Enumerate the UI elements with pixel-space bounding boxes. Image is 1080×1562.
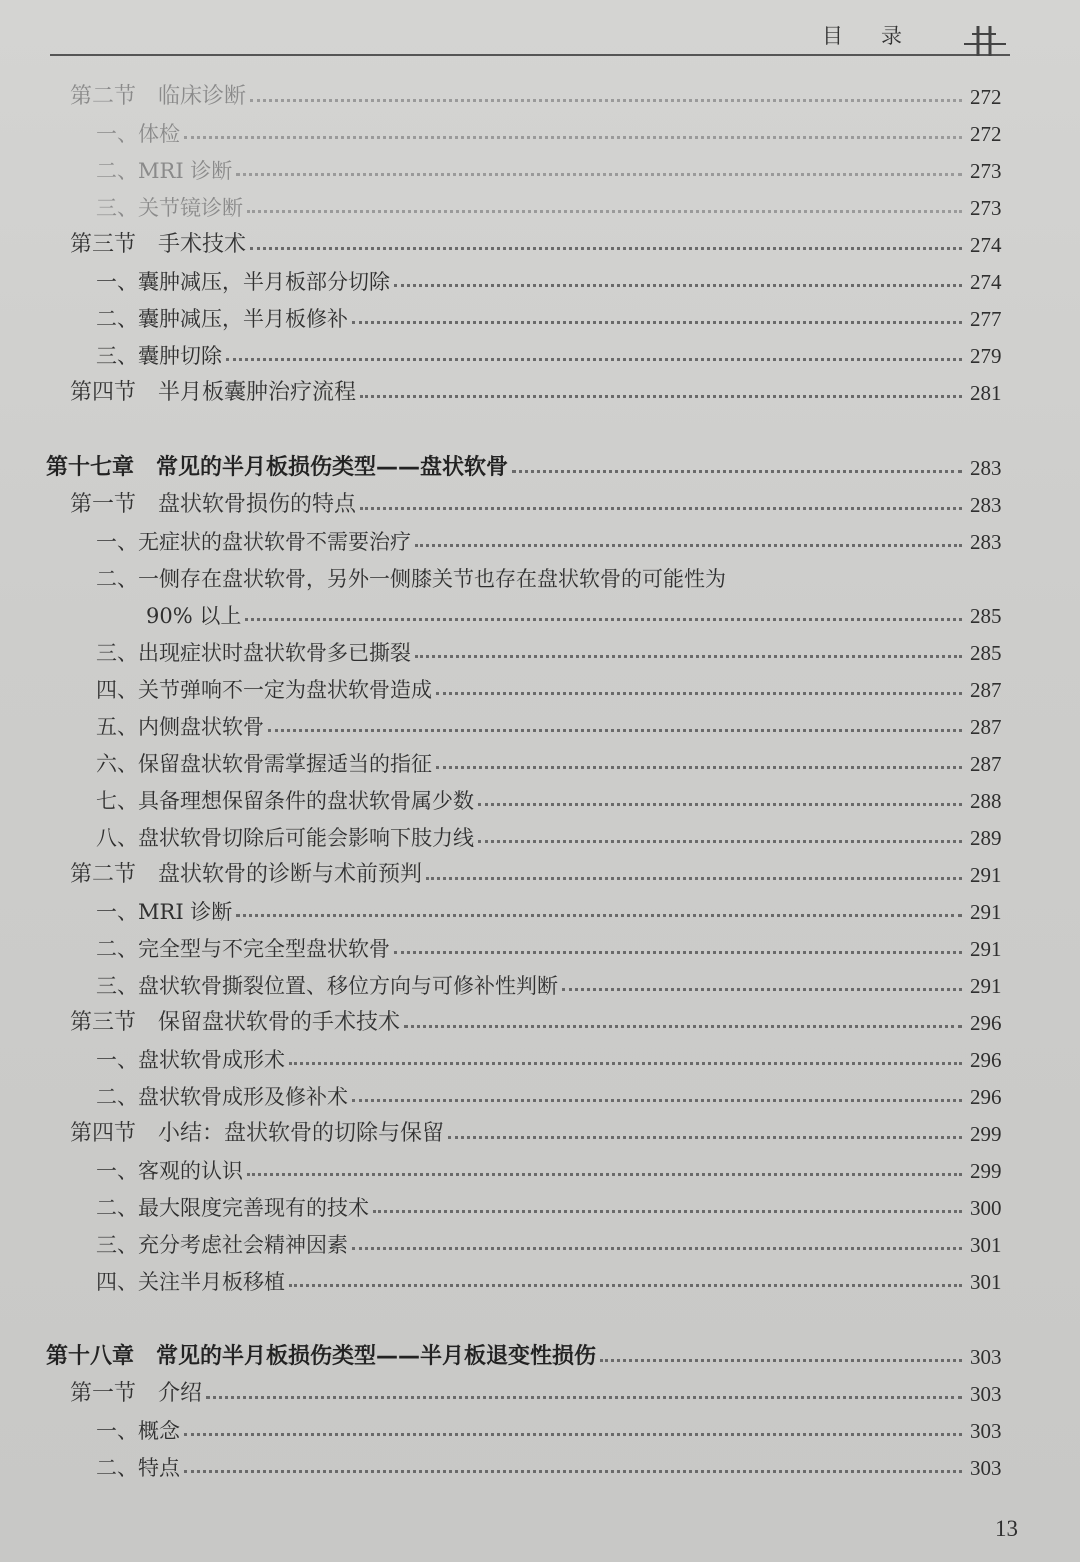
toc-page-number: 291 xyxy=(970,900,1002,924)
toc-page-number: 296 xyxy=(970,1048,1002,1072)
toc-entry-label: 一、客观的认识 xyxy=(96,1159,243,1183)
dot-leader xyxy=(600,1329,962,1362)
toc-page-number: 273 xyxy=(970,159,1002,183)
dot-leader xyxy=(478,810,962,843)
toc-page-number: 273 xyxy=(970,196,1002,220)
toc-entry-label: 一、概念 xyxy=(96,1419,180,1443)
page-header xyxy=(50,14,1010,56)
toc-page-number: 285 xyxy=(970,604,1002,628)
toc-entry-label: 二、囊肿减压，半月板修补 xyxy=(96,307,348,331)
toc-entry-label: 二、盘状软骨成形及修补术 xyxy=(96,1085,348,1109)
dot-leader xyxy=(268,699,962,732)
toc-page-number: 285 xyxy=(970,641,1002,665)
toc-entry-label: 二、MRI 诊断 xyxy=(96,159,233,183)
dot-leader xyxy=(352,1217,962,1250)
toc-entry-label: 一、盘状软骨成形术 xyxy=(96,1048,285,1072)
toc-entry-label: 第一节 盘状软骨损伤的特点 xyxy=(70,492,357,517)
dot-leader xyxy=(289,1032,962,1065)
toc-entry-label: 第十七章 常见的半月板损伤类型——盘状软骨 xyxy=(46,455,509,480)
toc-page-number: 283 xyxy=(970,456,1002,480)
toc-entry-label: 三、充分考虑社会精神因素 xyxy=(96,1233,348,1257)
toc-page-number: 287 xyxy=(970,715,1002,739)
header-ornament-icon xyxy=(964,22,1006,58)
toc-entry-label: 四、关注半月板移植 xyxy=(96,1270,285,1294)
dot-leader xyxy=(360,477,962,510)
toc-item-row[interactable] xyxy=(0,521,1080,557)
dot-leader xyxy=(394,921,962,954)
toc-page-number: 283 xyxy=(970,530,1002,554)
toc-page-number: 287 xyxy=(970,752,1002,776)
toc-entry-label: 90% 以上 xyxy=(146,604,242,628)
dot-leader xyxy=(226,328,962,361)
dot-leader xyxy=(184,1403,962,1436)
toc-page-number: 291 xyxy=(970,937,1002,961)
toc-entry-label: 三、出现症状时盘状软骨多已撕裂 xyxy=(96,641,411,665)
toc-page-number: 272 xyxy=(970,122,1002,146)
dot-leader xyxy=(373,1180,962,1213)
dot-leader xyxy=(250,69,962,102)
dot-leader xyxy=(562,958,962,991)
toc-entry-label: 三、关节镜诊断 xyxy=(96,196,243,220)
toc-page-number: 274 xyxy=(970,233,1002,257)
toc-page-number: 281 xyxy=(970,381,1002,405)
page-number: 13 xyxy=(995,1516,1018,1541)
toc-entry-label: 一、无症状的盘状软骨不需要治疗 xyxy=(96,530,411,554)
toc-entry-label: 第二节 盘状软骨的诊断与术前预判 xyxy=(70,862,423,887)
dot-leader xyxy=(360,365,962,398)
toc-entry-label: 五、内侧盘状软骨 xyxy=(96,715,264,739)
dot-leader xyxy=(478,773,962,806)
toc-entry-label: 一、MRI 诊断 xyxy=(96,900,233,924)
toc-page-number: 300 xyxy=(970,1196,1002,1220)
toc-item-row[interactable] xyxy=(0,1261,1080,1297)
toc-entry-label: 七、具备理想保留条件的盘状软骨属少数 xyxy=(96,789,474,813)
toc-entry-label: 三、囊肿切除 xyxy=(96,344,222,368)
dot-leader xyxy=(236,884,962,917)
dot-leader xyxy=(436,662,962,695)
toc-page-number: 274 xyxy=(970,270,1002,294)
toc-page-number: 272 xyxy=(970,85,1002,109)
toc-page-number: 277 xyxy=(970,307,1002,331)
toc-page-number: 299 xyxy=(970,1122,1002,1146)
toc-entry-label: 三、盘状软骨撕裂位置、移位方向与可修补性判断 xyxy=(96,974,558,998)
toc-entry-label: 第一节 介绍 xyxy=(70,1381,203,1406)
dot-leader xyxy=(247,180,962,213)
toc-entry-label: 一、囊肿减压，半月板部分切除 xyxy=(96,270,390,294)
toc-page-number: 303 xyxy=(970,1382,1002,1406)
dot-leader xyxy=(404,995,962,1028)
dot-leader xyxy=(394,254,962,287)
toc-entry-label: 二、一侧存在盘状软骨，另外一侧膝关节也存在盘状软骨的可能性为 xyxy=(96,567,726,591)
toc-entry-label: 八、盘状软骨切除后可能会影响下肢力线 xyxy=(96,826,474,850)
toc-section-row[interactable] xyxy=(0,372,1080,408)
toc-page-number: 289 xyxy=(970,826,1002,850)
toc-entry-label: 第三节 保留盘状软骨的手术技术 xyxy=(70,1010,401,1035)
dot-leader xyxy=(245,588,962,621)
toc-page-number: 287 xyxy=(970,678,1002,702)
dot-leader xyxy=(352,291,962,324)
toc-page-number: 296 xyxy=(970,1085,1002,1109)
toc-page-number: 296 xyxy=(970,1011,1002,1035)
header-title: 目录 xyxy=(822,24,940,48)
dot-leader xyxy=(415,514,962,547)
dot-leader xyxy=(184,1440,962,1473)
toc-entry-label: 第四节 半月板囊肿治疗流程 xyxy=(70,380,357,405)
toc-entry-label: 六、保留盘状软骨需掌握适当的指征 xyxy=(96,752,432,776)
toc-page-number: 279 xyxy=(970,344,1002,368)
toc-page-number: 299 xyxy=(970,1159,1002,1183)
dot-leader xyxy=(512,440,962,473)
toc-entry-label: 二、完全型与不完全型盘状软骨 xyxy=(96,937,390,961)
dot-leader xyxy=(206,1366,962,1399)
toc-page-number: 303 xyxy=(970,1419,1002,1443)
dot-leader xyxy=(436,736,962,769)
toc-entry-label: 第二节 临床诊断 xyxy=(70,84,247,109)
dot-leader xyxy=(415,625,962,658)
toc-page-number: 303 xyxy=(970,1345,1002,1369)
toc-entry-label: 第三节 手术技术 xyxy=(70,232,247,257)
toc-page-number: 283 xyxy=(970,493,1002,517)
dot-leader xyxy=(289,1254,962,1287)
dot-leader xyxy=(352,1069,962,1102)
toc-entry-label: 第十八章 常见的半月板损伤类型——半月板退变性损伤 xyxy=(46,1344,597,1369)
toc-entry-label: 第四节 小结：盘状软骨的切除与保留 xyxy=(70,1121,445,1146)
dot-leader xyxy=(236,143,962,176)
toc-page-number: 291 xyxy=(970,974,1002,998)
toc-entry-label: 二、最大限度完善现有的技术 xyxy=(96,1196,369,1220)
dot-leader xyxy=(247,1143,962,1176)
toc-page-number: 303 xyxy=(970,1456,1002,1480)
dot-leader xyxy=(448,1106,962,1139)
dot-leader xyxy=(184,106,962,139)
dot-leader xyxy=(250,217,962,250)
toc-page-number: 288 xyxy=(970,789,1002,813)
toc-entry-label: 二、特点 xyxy=(96,1456,180,1480)
toc-page-number: 301 xyxy=(970,1233,1002,1257)
toc-entry-label: 四、关节弹响不一定为盘状软骨造成 xyxy=(96,678,432,702)
toc-entry-label: 一、体检 xyxy=(96,122,180,146)
toc-page-number: 301 xyxy=(970,1270,1002,1294)
dot-leader xyxy=(426,847,962,880)
toc-page-number: 291 xyxy=(970,863,1002,887)
toc-item-row[interactable] xyxy=(0,1447,1080,1483)
